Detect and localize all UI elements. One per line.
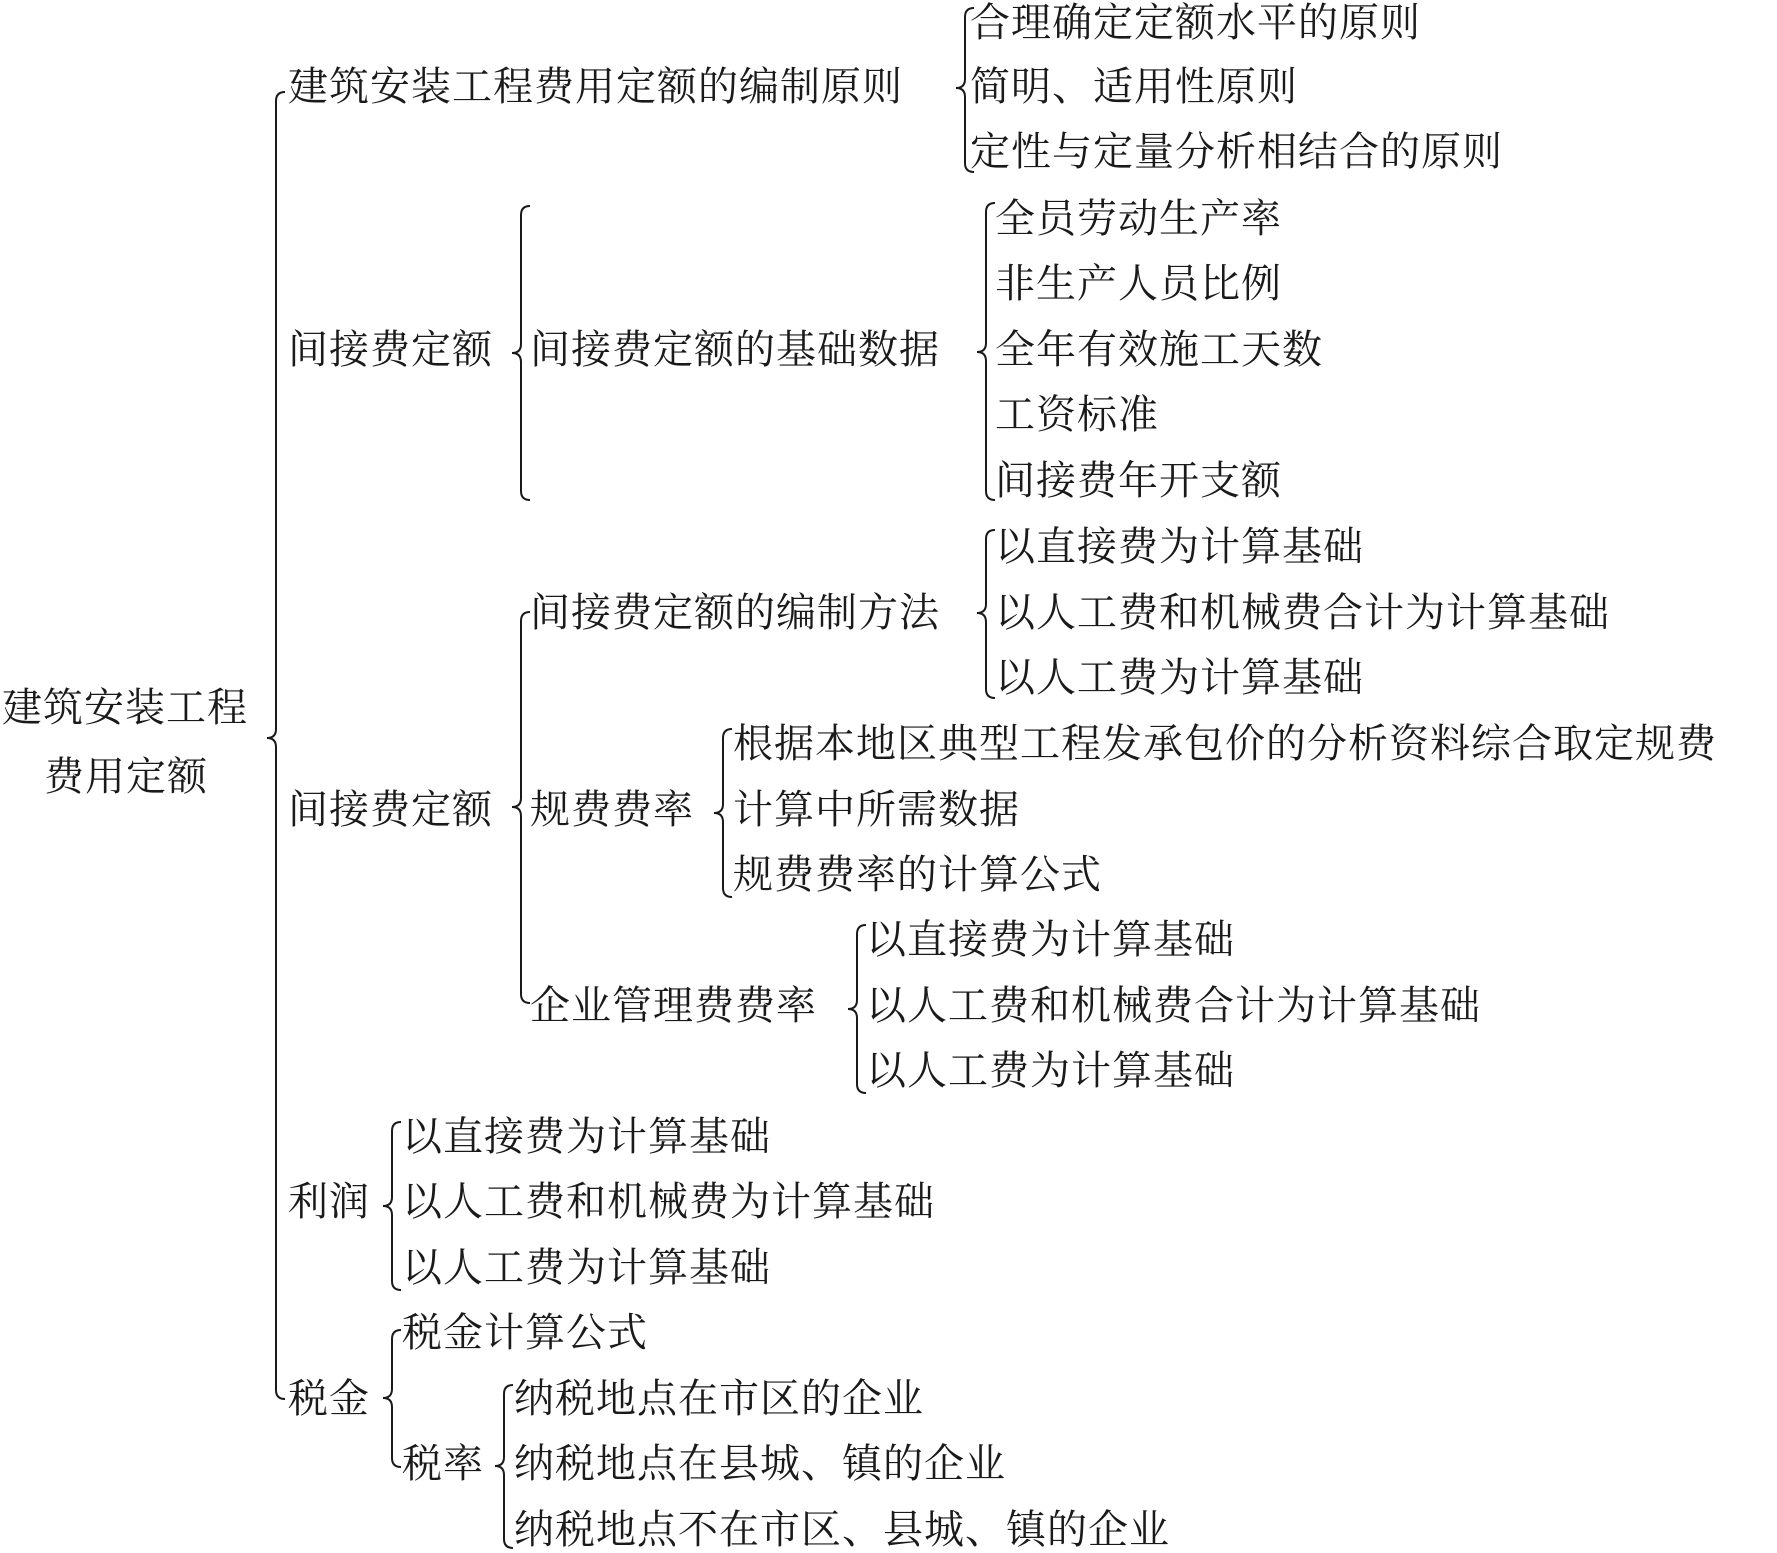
fee-rate-label: 规费费率 [530,787,694,833]
tax-rate-label: 税率 [402,1441,484,1487]
indirect-b-brace [512,612,530,1003]
mgmt-rate-item: 以人工费和机械费合计为计算基础 [866,983,1481,1029]
basic-data-brace [977,203,995,500]
profit-item: 以人工费为计算基础 [402,1245,771,1291]
tax-rate-item: 纳税地点在县城、镇的企业 [514,1441,1006,1487]
tax-formula: 税金计算公式 [402,1310,648,1356]
principles-label: 建筑安装工程费用定额的编制原则 [288,64,903,110]
principles-item: 合理确定定额水平的原则 [970,0,1421,46]
fee-rate-item: 根据本地区典型工程发承包价的分析资料综合取定规费 [733,721,1717,767]
tax-brace [383,1330,401,1467]
basic-data-item: 工资标准 [995,392,1159,438]
method-item: 以人工费和机械费合计为计算基础 [995,590,1610,636]
profit-item: 以直接费为计算基础 [402,1114,771,1160]
basic-data-item: 间接费年开支额 [995,458,1282,504]
basic-data-item: 非生产人员比例 [995,261,1282,307]
basic-data-item: 全年有效施工天数 [995,327,1323,373]
mgmt-rate-item: 以人工费为计算基础 [866,1048,1235,1094]
indirect-a-label: 间接费定额 [288,327,493,373]
mgmt-rate-label: 企业管理费费率 [530,983,817,1029]
basic-data-item: 全员劳动生产率 [995,196,1282,242]
tax-rate-item: 纳税地点不在市区、县城、镇的企业 [514,1507,1170,1553]
method-brace [977,530,995,698]
method-item: 以直接费为计算基础 [995,524,1364,570]
root-brace [267,92,285,1399]
method-item: 以人工费为计算基础 [995,655,1364,701]
root-label-line1: 建筑安装工程 [2,685,248,731]
fee-rate-item: 计算中所需数据 [733,787,1020,833]
profit-brace [383,1122,401,1290]
principles-item: 定性与定量分析相结合的原则 [970,129,1503,175]
indirect-b-label: 间接费定额 [288,787,493,833]
root-label-line2: 费用定额 [44,754,208,800]
tax-rate-brace [495,1385,513,1548]
fee-rate-item: 规费费率的计算公式 [733,852,1102,898]
mgmt-rate-brace [848,925,866,1093]
principles-item: 简明、适用性原则 [970,64,1298,110]
indirect-a-brace [512,206,530,500]
fee-rate-brace [714,729,732,897]
profit-label: 利润 [288,1179,370,1225]
profit-item: 以人工费和机械费为计算基础 [402,1179,935,1225]
tax-rate-item: 纳税地点在市区的企业 [514,1376,924,1422]
method-label: 间接费定额的编制方法 [530,590,940,636]
tax-label: 税金 [288,1376,370,1422]
basic-data-label: 间接费定额的基础数据 [530,327,940,373]
mgmt-rate-item: 以直接费为计算基础 [866,917,1235,963]
